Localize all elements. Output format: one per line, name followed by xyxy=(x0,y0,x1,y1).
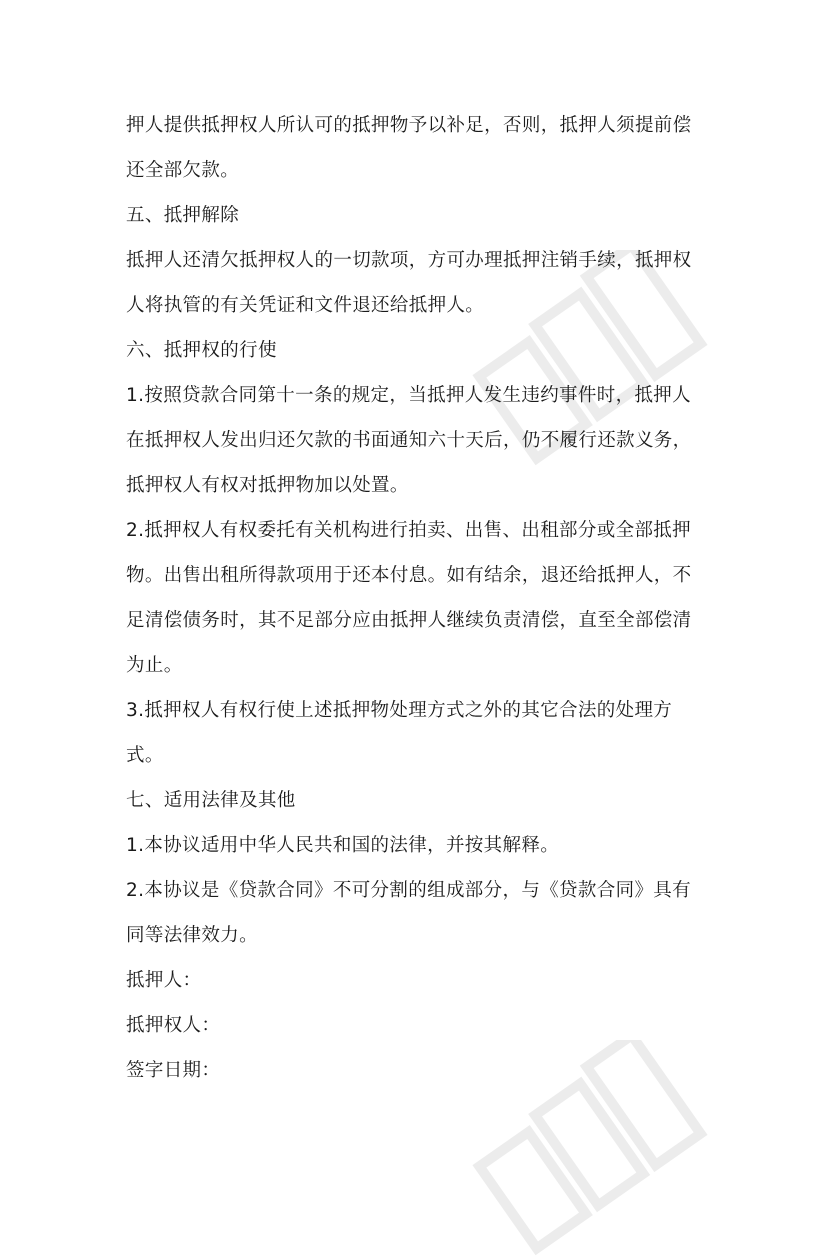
text-line: 式。 xyxy=(126,745,164,766)
section-heading-mortgage-exercise: 六、抵押权的行使 xyxy=(126,340,277,361)
section-heading-applicable-law: 七、适用法律及其他 xyxy=(126,790,296,811)
text-line: 1.按照贷款合同第十一条的规定，当抵押人发生违约事件时，抵押人 xyxy=(126,385,692,406)
document-body xyxy=(126,103,716,1093)
text-line: 3.抵押权人有权行使上述抵押物处理方式之外的其它合法的处理方 xyxy=(126,700,673,721)
text-line: 同等法律效力。 xyxy=(126,925,258,946)
text-line: 抵押人还清欠抵押权人的一切款项，方可办理抵押注销手续，抵押权 xyxy=(126,250,692,271)
text-line: 在抵押权人发出归还欠款的书面通知六十天后，仍不履行还款义务， xyxy=(126,430,692,451)
text-line: 还全部欠款。 xyxy=(126,160,240,181)
text-line: 人将执管的有关凭证和文件退还给抵押人。 xyxy=(126,295,485,316)
signature-mortgagor-label: 抵押人： xyxy=(126,970,202,991)
text-line: 足清偿债务时，其不足部分应由抵押人继续负责清偿，直至全部偿清 xyxy=(126,610,692,631)
text-line: 押人提供抵押权人所认可的抵押物予以补足，否则，抵押人须提前偿 xyxy=(126,115,692,136)
text-line: 2.抵押权人有权委托有关机构进行拍卖、出售、出租部分或全部抵押 xyxy=(126,520,692,541)
text-line: 物。出售出租所得款项用于还本付息。如有结余，退还给抵押人，不 xyxy=(126,565,692,586)
text-line: 为止。 xyxy=(126,655,183,676)
text-line: 2.本协议是《贷款合同》不可分割的组成部分，与《贷款合同》具有 xyxy=(126,880,692,901)
signature-date-label: 签字日期： xyxy=(126,1060,221,1081)
text-line: 1.本协议适用中华人民共和国的法律，并按其解释。 xyxy=(126,835,560,856)
text-line: 抵押权人有权对抵押物加以处置。 xyxy=(126,475,409,496)
section-heading-mortgage-release: 五、抵押解除 xyxy=(126,205,240,226)
signature-mortgagee-label: 抵押权人： xyxy=(126,1015,221,1036)
